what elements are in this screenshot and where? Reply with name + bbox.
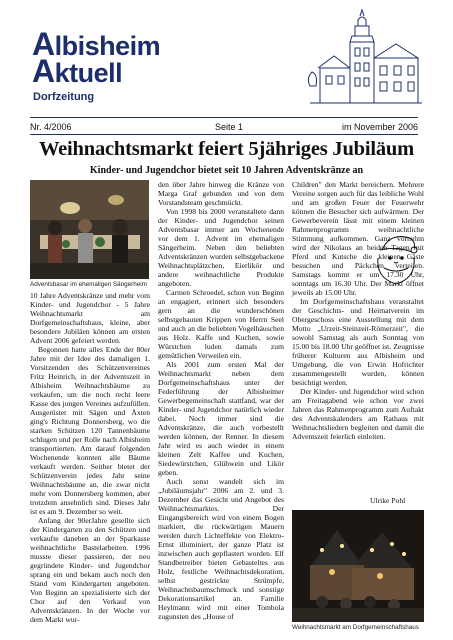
author-signature: Ulrike Pohl: [370, 496, 406, 505]
photo-christmas-market: [292, 510, 424, 622]
meta-rule: [30, 134, 418, 135]
col3-paragraph-1: Children" den Markt bereichern. Mehrere Vereine sorgen auch für das leibliche Wohl und am großen Feuer der Feuerwehr können die Besucher sich aufwärmen. Der Gewerbeverein lässt mit einem kleinen Rahmenprogramm weihnachtliche Stimmung aufkommen. Ganz vornehm wird der Nikolaus an beiden Tagen mit Pferd und Kutsche die kleinen Gäste besuchen und Päckchen verteilen. Samstags kommt er um 17.30 Uhr, sonntags um 16.30 Uhr. Der Markt öffnet jeweils ab 15.00 Uhr.: [292, 180, 424, 297]
col2-paragraph-3: Carmen Schroedel, schon von Beginn an engagiert, erinnert sich besonders gern an die wunderschönen selbstgebauten Krippen von Herrn Seel und auch an die beliebten Vogelhäuschen aus Holz. Kaffe und Kuchen, sowie Würstchen luden damals zum gemütlichen Verweilen ein.: [158, 288, 284, 360]
col2-paragraph-4: Als 2001 zum ersten Mal der Weihnachtsmarkt neben dem Dorfgemeinschaftshaus unter der Federführung der Albisheimer Gewerbegemeinschaft stattfand, war der Kinder- und Jugendchor natürlich wieder dabei. Noch immer sind die Adventskränze, die auch vorbestellt werden können, der Renner. In diesem Jahr wird es auch wieder in einem kleinen Zelt Kaffee und Kuchen, Siedewürstchen, Glühwein und Likör geben.: [158, 360, 284, 477]
col3-paragraph-2: Im Dorfgemeinschaftshaus veranstaltet der Geschichts- und Heimatverein im Obergeschoss eine Ausstellung mit dem Motto „Urzeit-Steinzeit-Römerzeit", die sowohl Samstag als auch Sonntag von 15.00 bis 18.00 Uhr geöffnet ist. Zeugnisse früherer Kulturen aus Albisheim und Umgebung, die von Erwin Hofrichter zusammengestellt wurden, können besichtigt werden.: [292, 297, 424, 387]
article-headline: Weihnachtsmarkt feiert 5jähriges Jubiläum: [38, 138, 414, 160]
header-rule: [30, 117, 418, 118]
article-column-1: [30, 291, 150, 624]
photo-christmas-market-image: [292, 510, 424, 622]
col3-paragraph-3: Der Kinder- und Jugendchor wird schon am Freitagabend wie schon vor zwei Jahren das Rahmenprogramm zum Auftakt des Adventskalenders am Rathaus mit Weihnachtsliedern begleiten und damit die Adventszeit feierlich einleiten.: [292, 387, 424, 441]
masthead-title: [32, 26, 161, 89]
page-number: Seite 1: [215, 122, 244, 132]
article-deck: Kinder- und Jugendchor bietet seit 10 Jahren Adventskränze an: [89, 165, 364, 176]
masthead-line-1: Albisheim: [32, 26, 161, 62]
masthead-subtitle: Dorfzeitung: [33, 91, 95, 103]
article-column-3: [292, 180, 424, 441]
photo-advent-bazaar-caption: Adventsbasar im ehemaligen Sängerheim: [30, 281, 147, 288]
article-column-2: [158, 180, 284, 621]
col2-paragraph-5: Auch sonst wandelt sich im „Jubiläumsjahr" 2006 am 2. und 3. Dezember das Gesicht und Angebot des Weihnachtsmarktes. Der Eingangsbereich wird von einem Bogen markiert, die rückwärtigen Mauern werden durch Lichteffekte von Elektro-Ernst illuminiert, der ganze Platz ist inzwischen auch gepflastert worden. Elf Standbetreiber bieten Gebasteltes aus Holz, festliche Weihnachtsdekoration, selbst gestrickte Strümpfe, Weihnachtsbaumschmuck und sonstige Dekorationsartikel an. Familie Heylmann wird mit einer Tombola zugunsten des „House of: [158, 477, 284, 621]
issue-number: Nr. 4/2006: [30, 122, 72, 132]
col1-paragraph-2: Begonnen hatte alles Ende der 80er Jahre mit der Idee des damaligen 1. Vorsitzenden des Schützenvereines Fritz Heinrich, in der Adventszeit in Albisheim Weihnachtsbäume zu verkaufen, um die noch recht leere Kasse des jungen Vereines aufzufüllen. Ausgerüstet mit Sägen und Äxten ging's Richtung Donnersberg, wo die starken Schützen 120 Tannenbäume schlugen und per Rolle nach Albisheim transportierten. Am darauf folgenden Wochenende konnten alle Bäume verkauft werden. Seither bietet der Schützenverein jedes Jahr seine Weihnachtsbäume an, die zwar nicht mehr vom Donnersberg kommen, aber trotzdem ansehnlich sind. Dieses Jahr ist es am 9. Dezember so weit.: [30, 345, 150, 516]
issue-date: im November 2006: [342, 122, 419, 132]
col2-paragraph-1: den über Jahre hinweg die Kränze von Marga Graf gebunden und von dem Vorstandsteam geschmückt.: [158, 180, 284, 207]
col1-paragraph-1: 10 Jahre Adventskränze und mehr vom Kinder- und Jugendchor - 5 Jahre Weihnachtsmarkt am Dorfgemeinschaftshaus, kleine, aber besondere Jubiläen können am ersten Advent 2006 gefeiert werden.: [30, 291, 150, 345]
photo-christmas-market-caption: Weihnachtsmarkt am Dorfgemeinschaftshaus: [292, 624, 419, 631]
photo-advent-bazaar-image: [30, 180, 149, 279]
masthead-line-2: Aktuell: [32, 53, 123, 89]
col1-paragraph-3: Anfang der 90erJahre gesellte sich der Kindergarten zu den Schützen und verkaufte daneben an der Sparkasse weihnachtliche Bastelarbeiten. 1996 musste dieser passieren, der neu gegründete Kinder- und Jugendchor sprang ein und bekam auch noch den Stand vom Kindergarten angeboten. Von Beginn an spezialisierte sich der Chor auf den Verkauf von Adventskränzen. In der Woche vor dem Markt wur-: [30, 516, 150, 624]
photo-advent-bazaar: [30, 180, 149, 279]
church-sketch-illustration: [300, 8, 425, 113]
col2-paragraph-2: Von 1998 bis 2000 veranstaltete dann der Kinder- und Jugendchor seinen Adventsbasar immer am Wochenende vor dem 1. Advent im ehemaligen Sängerheim. Neben den beliebten Adventskränzen wurden selbstgebackene Weihnachtsplätzchen, Eierlikör und andere weihnachtliche Produkte angeboten.: [158, 207, 284, 288]
